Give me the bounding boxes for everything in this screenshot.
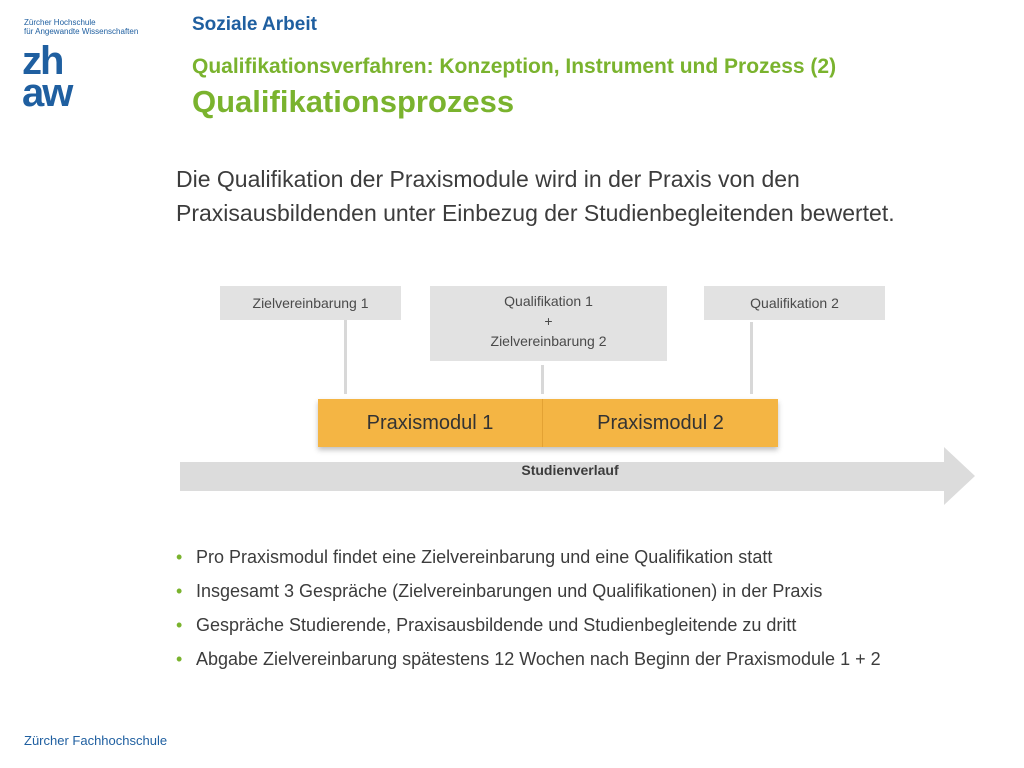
milestone-box-zielvereinbarung-1 xyxy=(220,286,401,320)
practice-modules-bar xyxy=(318,399,778,447)
bullet-icon: • xyxy=(176,615,183,635)
slide-title: Qualifikationsprozess xyxy=(192,84,515,119)
institution-name-line1: Zürcher Hochschule xyxy=(24,18,96,27)
logo-mark-top: zh xyxy=(22,39,63,83)
connector-line-2 xyxy=(541,365,544,394)
module-praxismodul-2: Praxismodul 2 xyxy=(597,412,724,434)
milestone-box-label: Zielvereinbarung 1 xyxy=(252,295,369,311)
list-item xyxy=(176,574,881,608)
intro-text: Die Qualifikation der Praxismodule wird in der Praxis von den Praxisausbildenden unter Einbezug der Studienbegleitenden bewertet. xyxy=(176,166,895,226)
milestone-box-qualifikation-1-zielvereinbarung-2 xyxy=(430,286,667,361)
timeline-label: Studienverlauf xyxy=(521,462,619,478)
milestone-box-label-line3: Zielvereinbarung 2 xyxy=(490,333,607,349)
institution-name xyxy=(24,18,138,36)
milestone-box-label-line1: Qualifikation 1 xyxy=(504,293,593,309)
list-item-text: Insgesamt 3 Gespräche (Zielvereinbarungen und Qualifikationen) in der Praxis xyxy=(196,581,823,601)
slide-subtitle: Qualifikationsverfahren: Konzeption, Instrument und Prozess (2) xyxy=(192,55,837,78)
module-praxismodul-1: Praxismodul 1 xyxy=(366,412,494,434)
bullet-icon: • xyxy=(176,547,183,567)
bullet-icon: • xyxy=(176,581,183,601)
milestone-box-label: Qualifikation 2 xyxy=(750,295,839,311)
logo-mark-bottom: aw xyxy=(22,71,72,115)
list-item-text: Abgabe Zielvereinbarung spätestens 12 Wochen nach Beginn der Praxismodule 1 + 2 xyxy=(196,649,881,669)
milestone-box-label-line2: + xyxy=(544,313,553,329)
bullet-list xyxy=(176,540,881,676)
bullet-icon: • xyxy=(176,649,183,669)
list-item-text: Gespräche Studierende, Praxisausbildende und Studienbegleitende zu dritt xyxy=(196,615,797,635)
footer-label: Zürcher Fachhochschule xyxy=(24,733,168,748)
connector-line-3 xyxy=(750,322,753,394)
institution-name-line2: für Angewandte Wissenschaften xyxy=(24,27,139,36)
list-item xyxy=(176,540,881,574)
connector-line-1 xyxy=(344,320,347,394)
milestone-box-qualifikation-2 xyxy=(704,286,885,320)
list-item xyxy=(176,642,881,676)
list-item-text: Pro Praxismodul findet eine Zielvereinbarung und eine Qualifikation statt xyxy=(196,547,773,567)
zhaw-logo xyxy=(22,39,112,115)
department-label: Soziale Arbeit xyxy=(192,14,317,35)
list-item xyxy=(176,608,881,642)
